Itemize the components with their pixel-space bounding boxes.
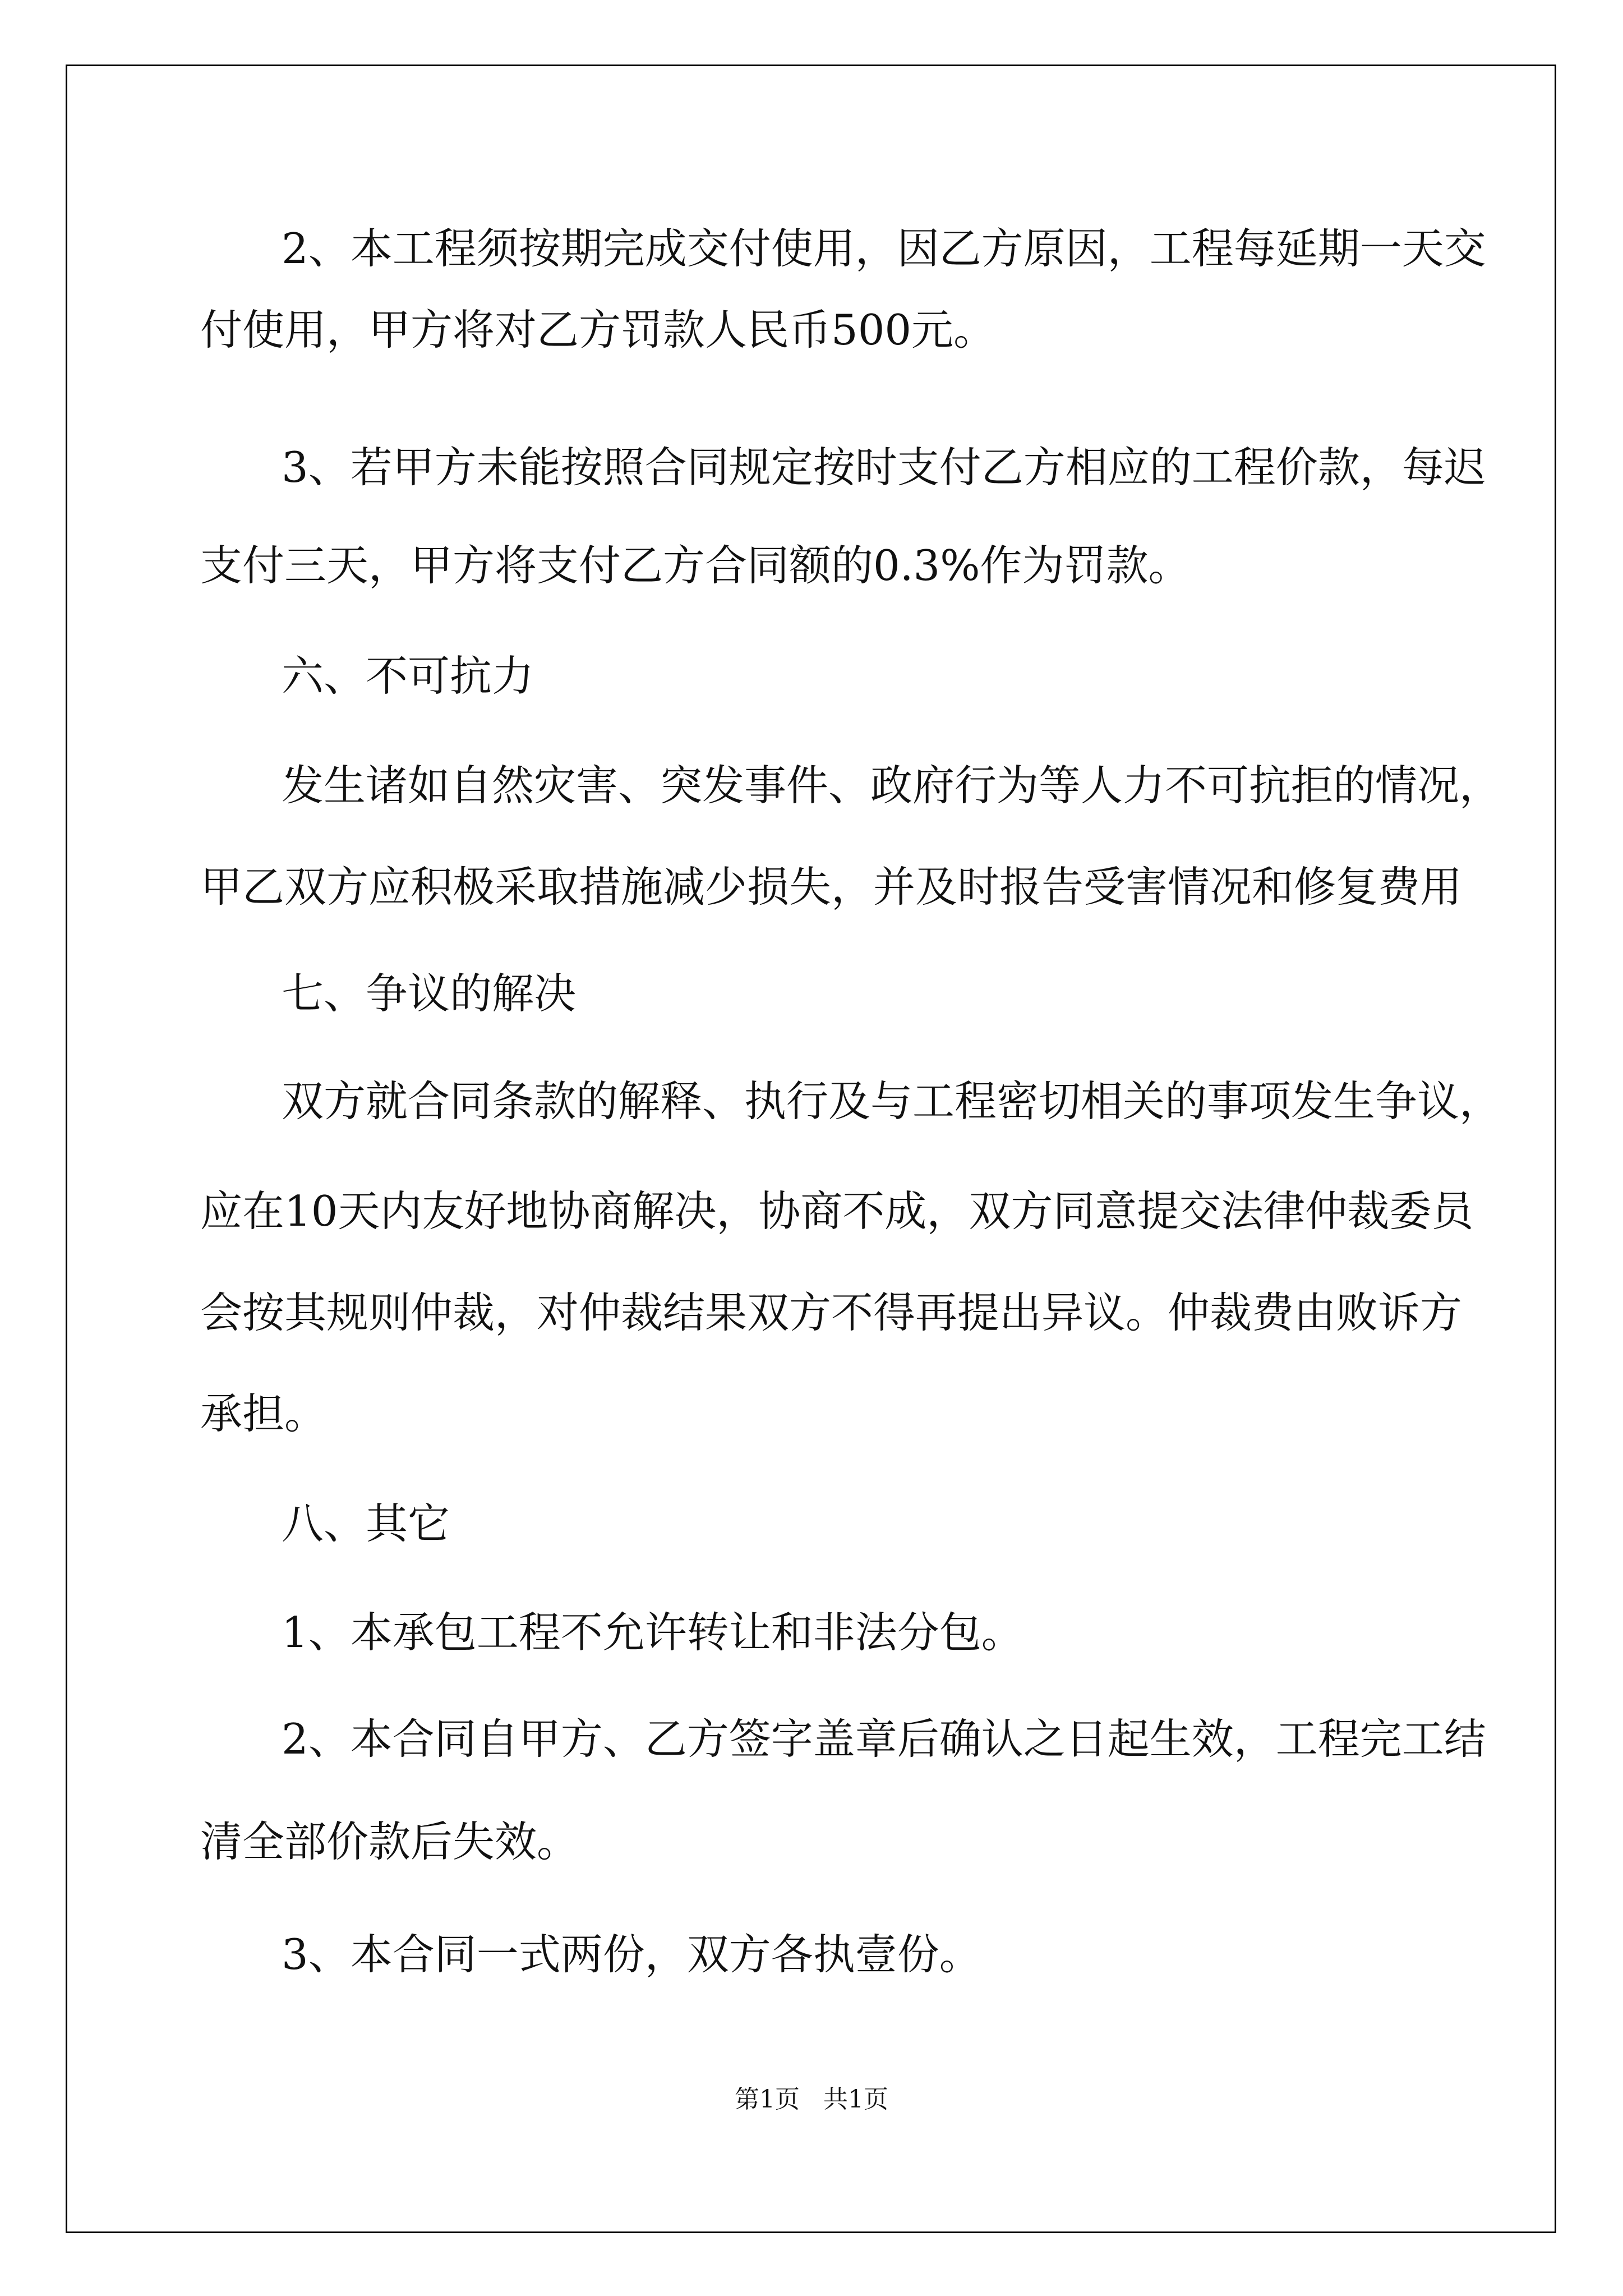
paragraph-line: 3、本合同一式两份，双方各执壹份。 xyxy=(282,1930,981,1979)
page-number: 第1页 共1页 xyxy=(735,2085,888,2114)
paragraph-line: 1、本承包工程不允许转让和非法分包。 xyxy=(282,1608,1023,1657)
page-footer xyxy=(0,2083,1623,2116)
paragraph-line: 2、本合同自甲方、乙方签字盖章后确认之日起生效，工程完工结 xyxy=(282,1714,1486,1764)
page-border xyxy=(66,65,1556,2233)
section-heading: 七、争议的解决 xyxy=(282,969,577,1018)
paragraph-line: 应在10天内友好地协商解决，协商不成，双方同意提交法律仲裁委员 xyxy=(200,1186,1474,1236)
paragraph-line: 发生诸如自然灾害、突发事件、政府行为等人力不可抗拒的情况， xyxy=(282,761,1502,810)
section-heading: 八、其它 xyxy=(282,1499,450,1548)
paragraph-line: 承担。 xyxy=(200,1389,327,1438)
paragraph-line: 双方就合同条款的解释、执行及与工程密切相关的事项发生争议， xyxy=(282,1076,1502,1126)
paragraph-line: 付使用，甲方将对乙方罚款人民币500元。 xyxy=(200,305,996,355)
paragraph-line: 甲乙双方应积极采取措施减少损失，并及时报告受害情况和修复费用 xyxy=(200,862,1463,912)
paragraph-line: 2、本工程须按期完成交付使用，因乙方原因，工程每延期一天交 xyxy=(282,224,1486,273)
paragraph-line: 支付三天，甲方将支付乙方合同额的0.3%作为罚款。 xyxy=(200,541,1191,590)
paragraph-line: 3、若甲方未能按照合同规定按时支付乙方相应的工程价款，每迟 xyxy=(282,443,1486,492)
paragraph-line: 清全部价款后失效。 xyxy=(200,1817,579,1866)
paragraph-line: 会按其规则仲裁，对仲裁结果双方不得再提出异议。仲裁费由败诉方 xyxy=(200,1288,1463,1337)
section-heading: 六、不可抗力 xyxy=(282,651,534,701)
